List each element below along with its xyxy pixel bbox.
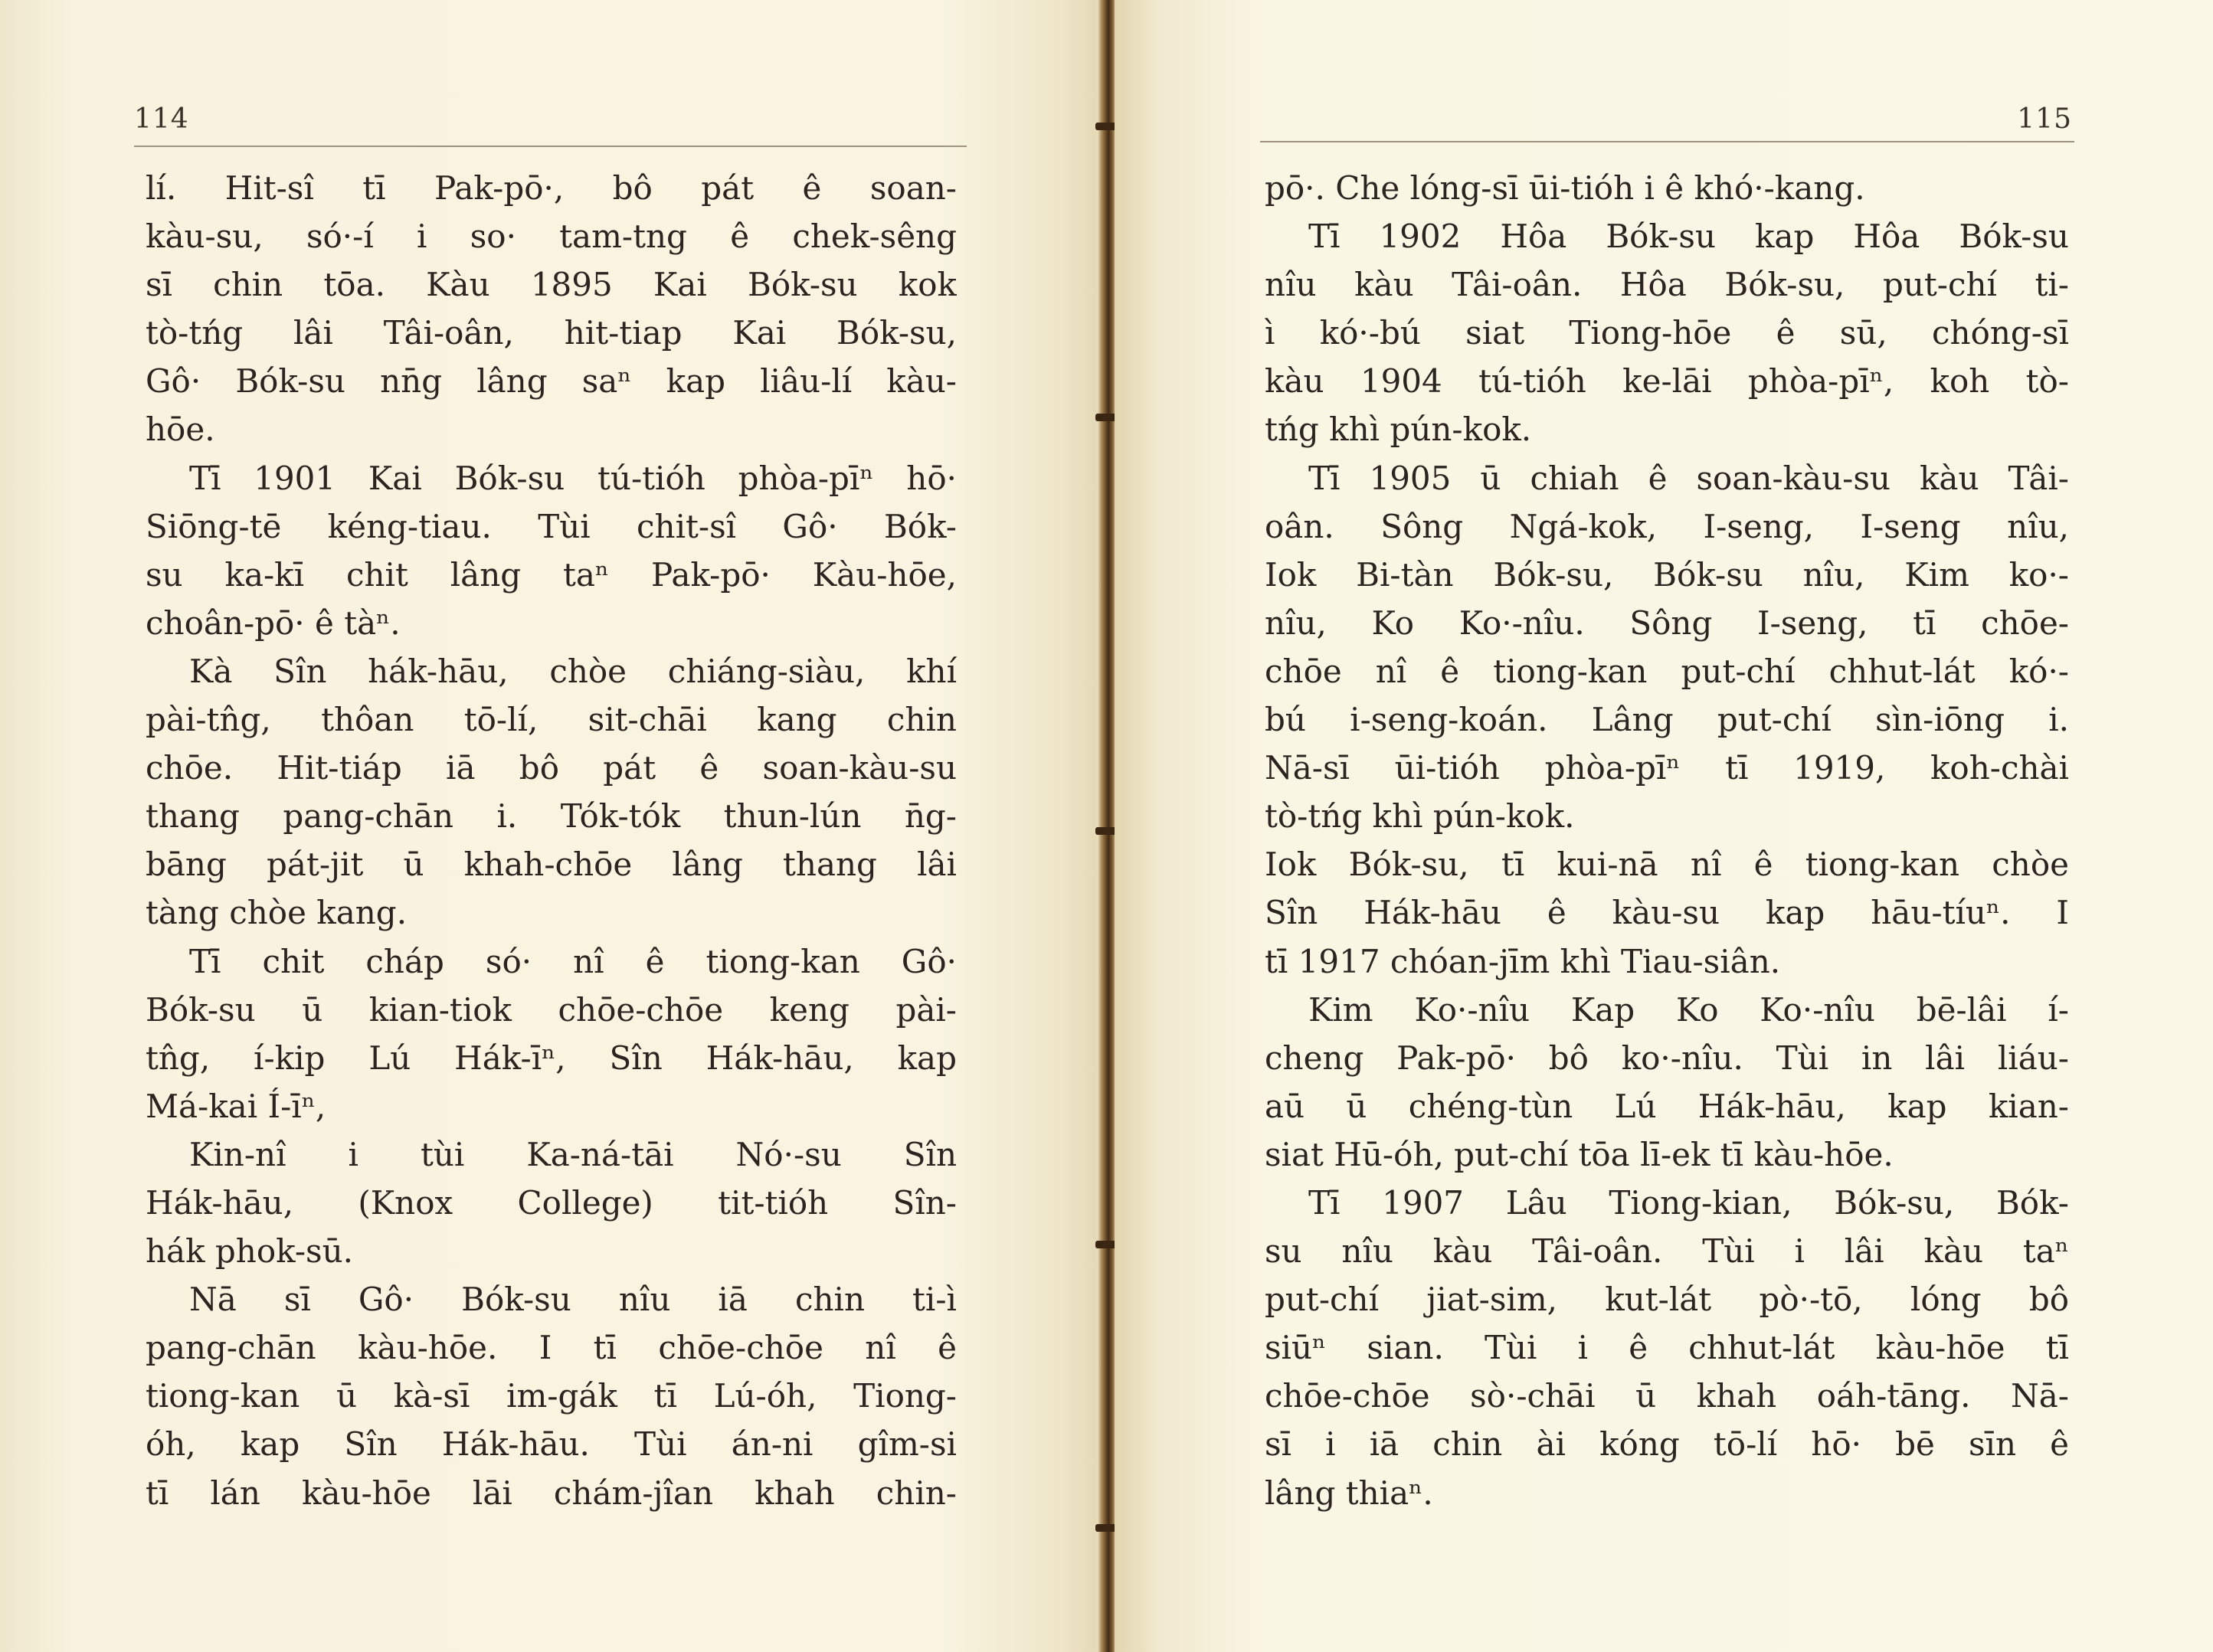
text-line: tńg khì pún-kok. (1265, 411, 1532, 449)
text-line: Kà Sîn hák-hāu, chòe chiáng-siàu, khí (189, 652, 957, 690)
text-line: su ka-kī chit lâng taⁿ Pak-pō· Kàu-hōe, (146, 555, 957, 594)
text-line: lâng thiaⁿ. (1265, 1474, 1433, 1512)
text-line: Siōng-tē kéng-tiau. Tùi chit-sî Gô· Bók- (146, 507, 957, 545)
header-rule (134, 146, 967, 147)
text-line: pō·. Che lóng-sī ūi-tióh i ê khó·-kang. (1265, 169, 1865, 207)
text-line: choân-pō· ê tàⁿ. (146, 604, 401, 642)
text-line: tò-tńg khì pún-kok. (1265, 797, 1575, 836)
text-line: cheng Pak-pō· bô ko·-nîu. Tùi in lâi liáu- (1265, 1039, 2069, 1077)
text-line: pang-chān kàu-hōe. I tī chōe-chōe nî ê (146, 1329, 957, 1367)
text-line: tiong-kan ū kà-sī im-gák tī Lú-óh, Tiong- (146, 1377, 957, 1415)
text-line: Hák-hāu, (Knox College) tit-tióh Sîn- (146, 1183, 957, 1222)
text-line: Iok Bók-su, tī kui-nā nî ê tiong-kan chòe (1265, 846, 2069, 884)
text-line: aū ū chéng-tùn Lú Hák-hāu, kap kian- (1265, 1087, 2069, 1125)
text-line: Má-kai Í-īⁿ, (146, 1087, 326, 1125)
text-line: tī 1917 chóan-jīm khì Tiau-siân. (1265, 942, 1781, 980)
text-line: Nā-sī ūi-tióh phòa-pīⁿ tī 1919, koh-chài (1265, 749, 2069, 787)
text-line: Sîn Hák-hāu ê kàu-su kap hāu-tíuⁿ. I (1265, 894, 2069, 932)
text-line: hák phok-sū. (146, 1232, 353, 1271)
text-line: tàng chòe kang. (146, 894, 408, 932)
text-line: bāng pát-jit ū khah-chōe lâng thang lâi (146, 846, 957, 884)
text-line: hōe. (146, 411, 215, 449)
text-line: chōe-chōe sò·-chāi ū khah oáh-tāng. Nā- (1265, 1377, 2069, 1415)
text-line: óh, kap Sîn Hák-hāu. Tùi án-ni gîm-si (146, 1425, 957, 1464)
text-line: Tī 1902 Hôa Bók-su kap Hôa Bók-su (1308, 218, 2069, 256)
text-block (146, 164, 957, 1517)
text-line: oân. Sông Ngá-kok, I-seng, I-seng nîu, (1265, 507, 2069, 545)
text-line: ì kó·-bú siat Tiong-hōe ê sū, chóng-sī (1265, 314, 2069, 352)
text-line: nîu, Ko Ko·-nîu. Sông I-seng, tī chōe- (1265, 604, 2069, 642)
text-line: siūⁿ sian. Tùi i ê chhut-lát kàu-hōe tī (1265, 1329, 2069, 1367)
text-block (1265, 164, 2069, 1517)
header-rule (1260, 141, 2074, 142)
text-line: sī chin tōa. Kàu 1895 Kai Bók-su kok (146, 266, 957, 304)
text-line: Tī chit cháp só· nî ê tiong-kan Gô· (189, 942, 957, 980)
text-line: put-chí jiat-sim, kut-lát pò·-tō, lóng bô (1265, 1281, 2069, 1319)
page-number: 115 (2017, 103, 2072, 135)
text-line: sī i iā chin ài kóng tō-lí hō· bē sīn ê (1265, 1425, 2069, 1464)
text-line: Tī 1907 Lâu Tiong-kian, Bók-su, Bók- (1308, 1183, 2069, 1222)
text-line: Kin-nî i tùi Ka-ná-tāi Nó·-su Sîn (189, 1135, 957, 1173)
text-line: tī lán kàu-hōe lāi chám-jîan khah chin- (146, 1474, 957, 1512)
text-line: lí. Hit-sî tī Pak-pō·, bô pát ê soan- (146, 169, 957, 207)
text-line: Nā sī Gô· Bók-su nîu iā chin ti-ì (189, 1281, 957, 1319)
text-line: Tī 1905 ū chiah ê soan-kàu-su kàu Tâi- (1308, 459, 2069, 497)
text-line: tò-tńg lâi Tâi-oân, hit-tiap Kai Bók-su, (146, 314, 957, 352)
text-line: Tī 1901 Kai Bók-su tú-tióh phòa-pīⁿ hō· (189, 459, 957, 497)
text-line: Iok Bi-tàn Bók-su, Bók-su nîu, Kim ko·- (1265, 555, 2069, 594)
text-line: nîu kàu Tâi-oân. Hôa Bók-su, put-chí ti- (1265, 266, 2069, 304)
text-line: su nîu kàu Tâi-oân. Tùi i lâi kàu taⁿ (1265, 1232, 2069, 1271)
text-line: Kim Ko·-nîu Kap Ko Ko·-nîu bē-lâi í- (1308, 990, 2069, 1029)
page-number: 114 (134, 103, 189, 135)
text-line: Bók-su ū kian-tiok chōe-chōe keng pài- (146, 990, 957, 1029)
text-line: chōe. Hit-tiáp iā bô pát ê soan-kàu-su (146, 749, 957, 787)
text-line: tn̂g, í-kip Lú Hák-īⁿ, Sîn Hák-hāu, kap (146, 1039, 957, 1077)
text-line: kàu-su, só·-í i so· tam-tng ê chek-sêng (146, 218, 957, 256)
text-line: siat Hū-óh, put-chí tōa lī-ek tī kàu-hōe. (1265, 1135, 1894, 1173)
text-line: chōe nî ê tiong-kan put-chí chhut-lát kó·- (1265, 652, 2069, 690)
page-left (0, 0, 1103, 1652)
page-right (1115, 0, 2213, 1652)
text-line: bú i-seng-koán. Lâng put-chí sìn-iōng i. (1265, 701, 2069, 739)
text-line: Gô· Bók-su nn̄g lâng saⁿ kap liâu-lí kàu- (146, 362, 957, 401)
text-line: pài-tn̂g, thôan tō-lí, sit-chāi kang chin (146, 701, 957, 739)
text-line: thang pang-chān i. Tók-tók thun-lún n̄g- (146, 797, 957, 836)
text-line: kàu 1904 tú-tióh ke-lāi phòa-pīⁿ, koh tò- (1265, 362, 2069, 401)
